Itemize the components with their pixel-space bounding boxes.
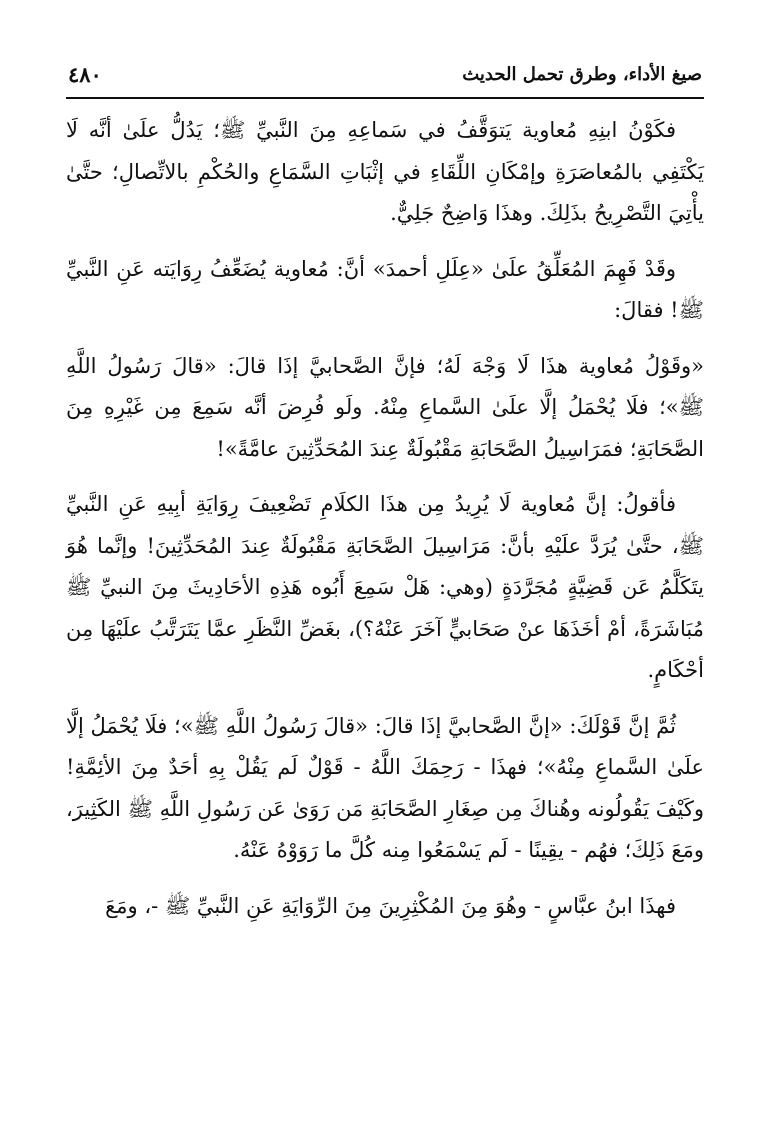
paragraph-3-quote: «وقَوْلُ مُعاوية هذَا لَا وَجْهَ لَهُ؛ فإنَّ الصَّحابيَّ إذَا قالَ: «قالَ رَسُولُ اللَّهِ ﷺ»؛ فلَا يُحْمَلُ إلَّا علَىٰ السَّماعِ مِنْهُ. ولَو فُرِضَ أنَّه سَمِعَ مِن غَيْرِهِ مِنَ الصَّحَابَةِ؛ فمَرَاسِيلُ الصَّحَابَةِ مَقْبُولَةٌ عِندَ المُحَدِّثِينَ عامَّةً»! bbox=[66, 353, 704, 461]
header-rule bbox=[66, 97, 704, 99]
page-number: ٤٨٠ bbox=[68, 61, 102, 87]
paragraph-6: فهذَا ابنُ عبَّاسٍ - وهُوَ مِنَ المُكْثِرِينَ مِنَ الرِّوَايَةِ عَنِ النَّبيِّ ﷺ -، ومَعَ bbox=[105, 893, 676, 918]
paragraph-4: فأقولُ: إنَّ مُعاوية لَا يُرِيدُ مِن هذَا الكلَامِ تَضْعِيفَ رِوَايَةِ أبِيهِ عَنِ النَّبيِّ ﷺ، حتَّىٰ يُرَدَّ علَيْهِ بأنَّ: مَرَاسِيلَ الصَّحَابَةِ مَقْبُولَةٌ عِندَ المُحَدِّثِينَ! وإنَّما هُوَ يتَكَلَّمُ عَن قَضِيَّةٍ مُجَرَّدَةٍ (وهي: هَلْ سَمِعَ أَبُوه هَذِهِ الأحَادِيثَ مِنَ النبيِّ ﷺ مُبَاشَرَةً، أمْ أخَذَهَا عنْ صَحَابيٍّ آخَرَ عَنْهُ؟)، بغَضِّ النَّظَرِ عمَّا يَتَرَتَّبُ علَيْهَا مِن أحْكَامٍ. bbox=[66, 492, 704, 682]
page-header bbox=[68, 54, 702, 94]
paragraph-2: وقَدْ فَهِمَ المُعَلِّقُ علَىٰ «عِلَلِ أحمدَ» أنَّ: مُعاوية يُضَعِّفُ رِوَايَته عَنِ النَّبيِّ ﷺ! فقالَ: bbox=[66, 256, 704, 322]
page-body bbox=[66, 110, 704, 1082]
running-title: صيغ الأداء، وطرق تحمل الحديث bbox=[462, 63, 702, 85]
paragraph-1: فكَوْنُ ابنِهِ مُعاوية يَتوَقَّفُ في سَماعِهِ مِنَ النَّبيِّ ﷺ؛ يَدُلُّ علَىٰ أنَّه لَا يَكْتَفِي بالمُعاصَرَةِ وإمْكَانِ اللِّقَاءِ في إثْبَاتِ السَّمَاعِ والحُكْمِ بالاتِّصالِ؛ حتَّىٰ يأْتِيَ التَّصْرِيحُ بذَلِكَ. وهذَا وَاضِحٌ جَلِيٌّ. bbox=[66, 118, 704, 225]
paragraph-5: ثُمَّ إنَّ قَوْلَكَ: «إنَّ الصَّحابيَّ إذَا قالَ: «قالَ رَسُولُ اللَّهِ ﷺ»؛ فلَا يُحْمَلُ إلَّا علَىٰ السَّماعِ مِنْهُ»؛ فهذَا - رَحِمَكَ اللَّهُ - قَوْلٌ لَم يَقُلْ بِهِ أحَدٌ مِنَ الأئِمَّةِ! وكَيْفَ يَقُولُونه وهُناكَ مِن صِغَارِ الصَّحَابَةِ مَن رَوَىٰ عَن رَسُولِ اللَّهِ ﷺ الكَثِيرَ، ومَعَ ذَلِكَ؛ فهُم - يقِينًا - لَم يَسْمَعُوا مِنه كُلَّ ما رَوَوْهُ عَنْهُ. bbox=[66, 713, 704, 862]
